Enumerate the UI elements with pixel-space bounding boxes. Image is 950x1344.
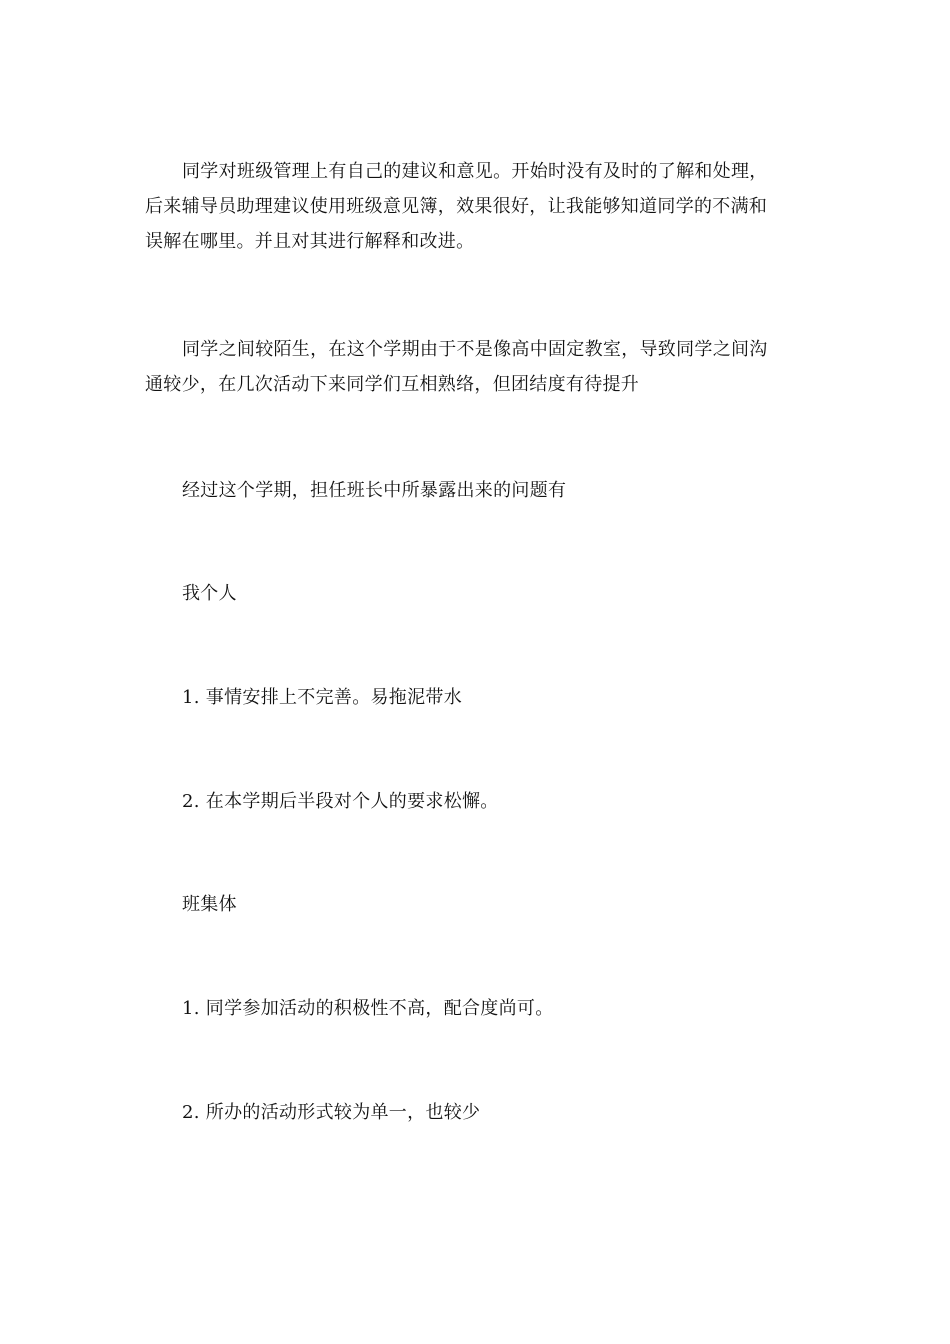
list-item-text: 1. 同学参加活动的积极性不高，配合度尚可。 [182, 998, 554, 1019]
list-item-personal-2 [145, 784, 805, 819]
list-item-text: 2. 所办的活动形式较为单一，也较少 [182, 1102, 481, 1123]
section-heading: 班集体 [182, 894, 237, 915]
list-item-personal-1 [145, 680, 805, 715]
paragraph-line: 误解在哪里。并且对其进行解释和改进。 [145, 231, 475, 252]
paragraph-line: 后来辅导员助理建议使用班级意见簿，效果很好，让我能够知道同学的不满和 [145, 196, 768, 217]
heading-personal [145, 576, 805, 611]
list-item-class-2 [145, 1095, 805, 1130]
paragraph-class-management [145, 154, 805, 259]
paragraph-line: 经过这个学期，担任班长中所暴露出来的问题有 [182, 480, 567, 501]
section-heading: 我个人 [182, 583, 237, 604]
paragraph-classmates [145, 332, 805, 402]
list-item-text: 1. 事情安排上不完善。易拖泥带水 [182, 687, 462, 708]
paragraph-problems-intro [145, 473, 805, 508]
paragraph-line: 通较少，在几次活动下来同学们互相熟络，但团结度有待提升 [145, 374, 640, 395]
list-item-class-1 [145, 991, 805, 1026]
heading-class-collective [145, 887, 805, 922]
list-item-text: 2. 在本学期后半段对个人的要求松懈。 [182, 791, 499, 812]
paragraph-line: 同学对班级管理上有自己的建议和意见。开始时没有及时的了解和处理， [182, 161, 768, 182]
paragraph-line: 同学之间较陌生，在这个学期由于不是像高中固定教室，导致同学之间沟 [182, 339, 768, 360]
